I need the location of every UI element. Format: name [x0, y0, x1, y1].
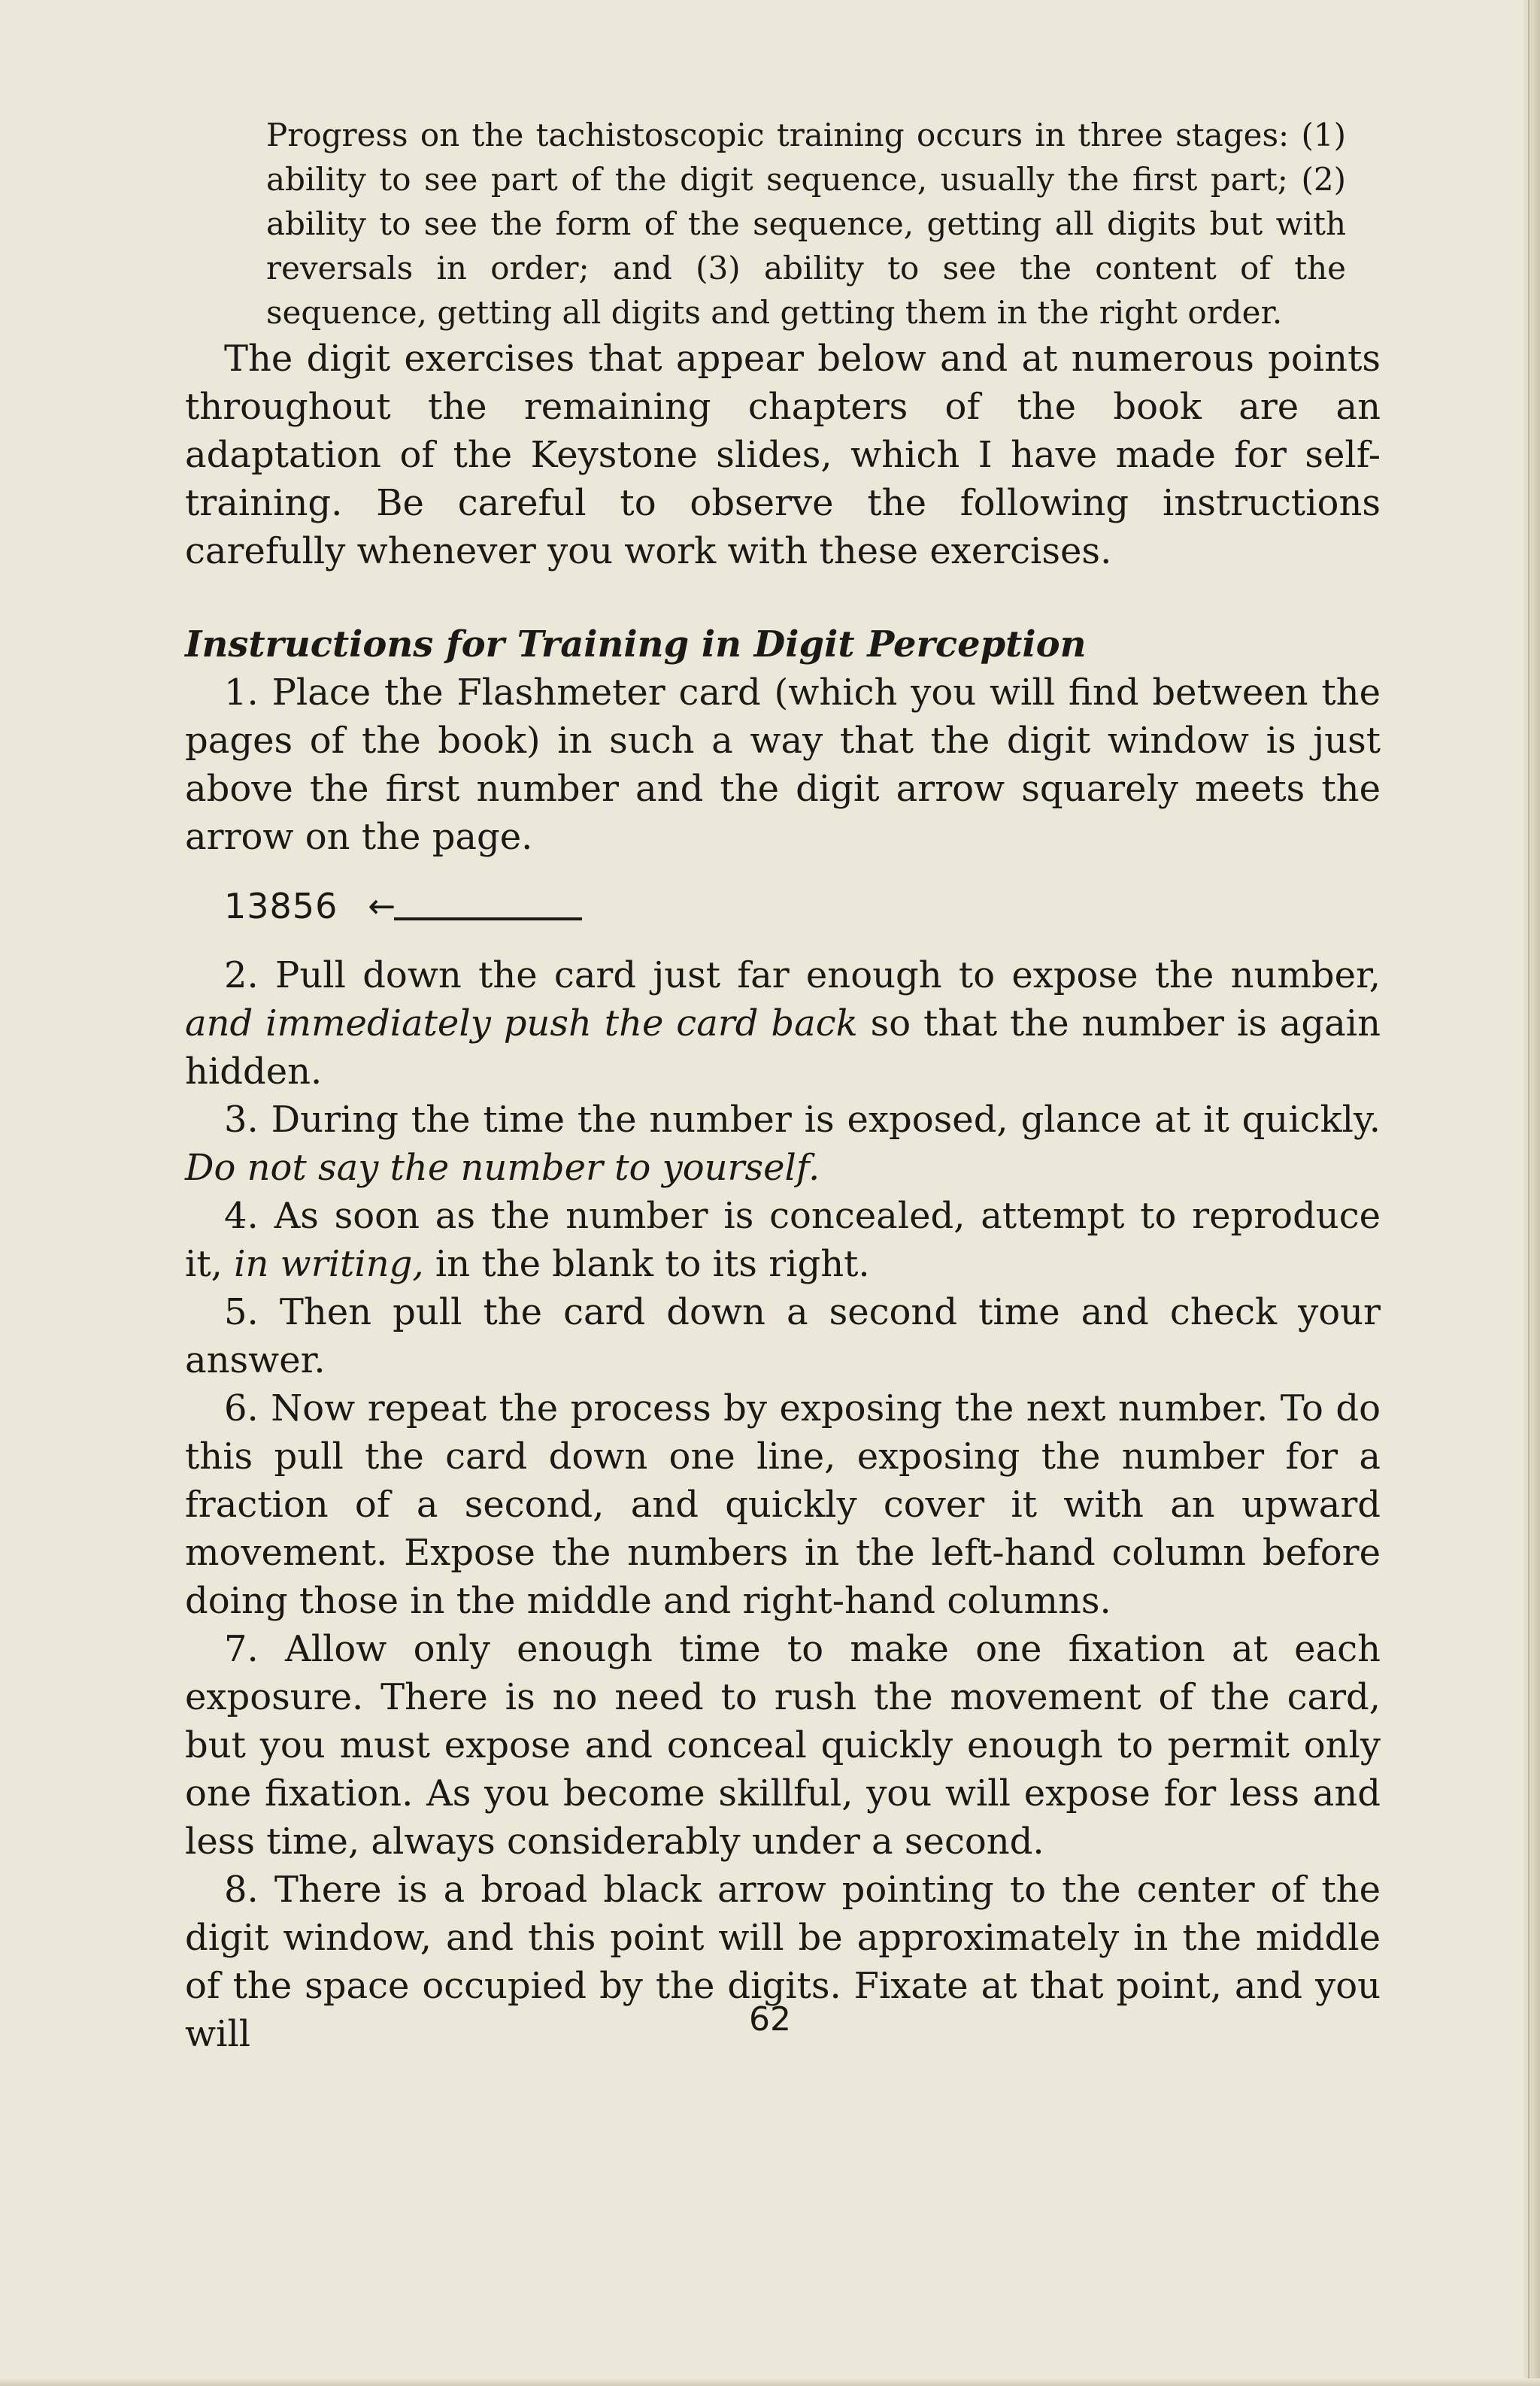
instruction-step-3 [185, 1096, 1381, 1192]
step-4-text-a: 4. As soon as the number is concealed, attempt to reproduce it, [185, 1195, 1381, 1285]
example-digit-line [224, 879, 1381, 933]
block-quote: Progress on the tachistoscopic training occurs in three stages: (1) ability to see part of the digit sequence, usually the first part; (2) ability to see the form of the sequence, getting all digits but with reversals in order; and (3) ability to see the content of the sequence, getting all digits and getting them in the right order. [266, 117, 1346, 331]
page-number: 62 [749, 2000, 791, 2039]
section-heading: Instructions for Training in Digit Perception [185, 623, 1087, 665]
answer-blank [394, 892, 582, 920]
step-2-text-b: so that the number is again hidden. [185, 1002, 1381, 1093]
page-bottom-edge [0, 2378, 1540, 2386]
instruction-step-1: 1. Place the Flashmeter card (which you will find between the pages of the book) in such a way that the digit window is just above the first number and the digit arrow squarely meets the arrow on the page. [185, 672, 1381, 858]
step-2-text-a: 2. Pull down the card just far enough to expose the number, [224, 954, 1381, 996]
step-4-emphasis: in writing, [234, 1243, 424, 1285]
instruction-step-7: 7. Allow only enough time to make one fixation at each exposure. There is no need to rush the movement of the card, but you must expose and conceal quickly enough to permit only one fixation. As you become skillful, you will expose for less and less time, always considerably under a second. [185, 1628, 1381, 1863]
instruction-step-5: 5. Then pull the card down a second time and check your answer. [185, 1291, 1381, 1381]
left-arrow-icon: ← [368, 887, 396, 926]
step-3-emphasis: Do not say the number to yourself. [185, 1147, 820, 1189]
step-2-emphasis: and immediately push the card back [185, 1002, 858, 1044]
step-4-text-b: in the blank to its right. [423, 1243, 870, 1285]
instruction-step-2 [185, 951, 1381, 1096]
instruction-step-6: 6. Now repeat the process by exposing the next number. To do this pull the card down one line, exposing the number for a fraction of a second, and quickly cover it with an upward movement. Expose the numbers in the left-hand column before doing those in the middle and right-hand columns. [185, 1387, 1381, 1622]
instruction-step-4 [185, 1192, 1381, 1288]
page-content [185, 113, 1381, 2058]
example-number: 13856 [224, 886, 338, 926]
step-3-text-a: 3. During the time the number is exposed, glance at it quickly. [224, 1099, 1381, 1141]
instruction-step-8: 8. There is a broad black arrow pointing to the center of the digit window, and this point will be approximately in the middle of the space occupied by the digits. Fixate at that point, and you will [185, 1869, 1381, 2055]
intro-paragraph: The digit exercises that appear below and at numerous points throughout the remaining chapters of the book are an adaptation of the Keystone slides, which I have made for self-training. Be careful to observe the following instructions carefully whenever you work with these exercises. [185, 338, 1381, 572]
